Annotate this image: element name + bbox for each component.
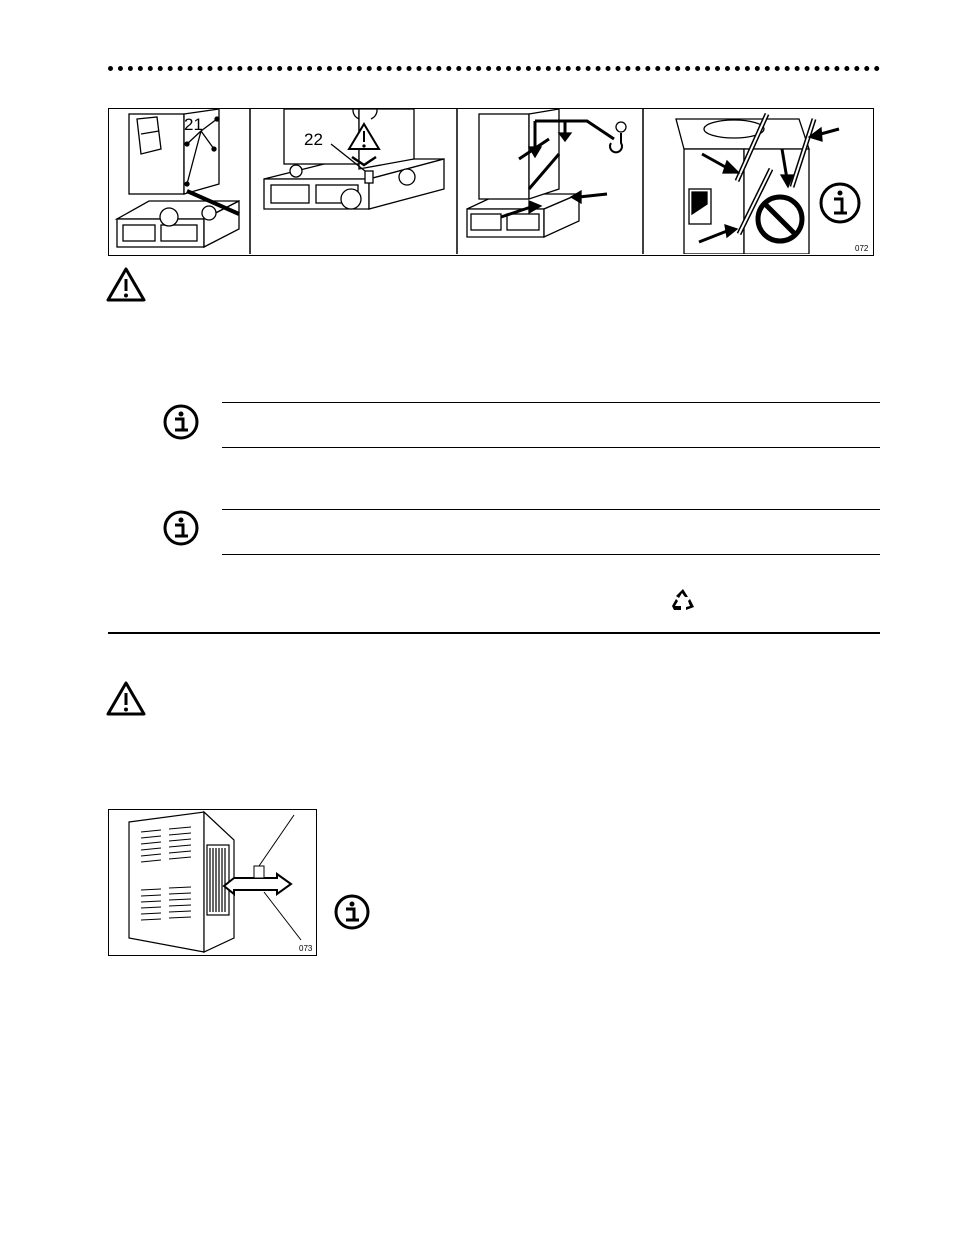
callout-21: 21	[184, 115, 203, 134]
figure-number: 073	[299, 944, 313, 953]
note-rule-bottom	[222, 554, 880, 555]
panel-packaging	[676, 114, 859, 254]
warning-triangle-icon	[106, 267, 146, 303]
note-rule-top	[222, 402, 880, 403]
airflow-figure	[108, 809, 317, 956]
warning-triangle-icon	[106, 681, 146, 717]
panel-remove-screws	[117, 109, 239, 247]
note-rule-bottom	[222, 447, 880, 448]
panel-lower-feet	[264, 109, 444, 209]
figure-number: 072	[855, 244, 869, 253]
section-divider	[108, 632, 880, 634]
info-circle-icon	[162, 403, 200, 441]
note-rule-top	[222, 509, 880, 510]
info-circle-icon	[162, 509, 200, 547]
info-circle-icon	[333, 893, 371, 931]
panel-lift-straps	[467, 109, 626, 237]
recycle-icon	[670, 588, 696, 612]
unpacking-figure	[108, 108, 874, 256]
unpacking-figure-drawing	[109, 109, 872, 254]
callout-22: 22	[304, 130, 323, 149]
top-dotted-rule	[108, 66, 880, 71]
airflow-figure-drawing	[109, 810, 315, 954]
